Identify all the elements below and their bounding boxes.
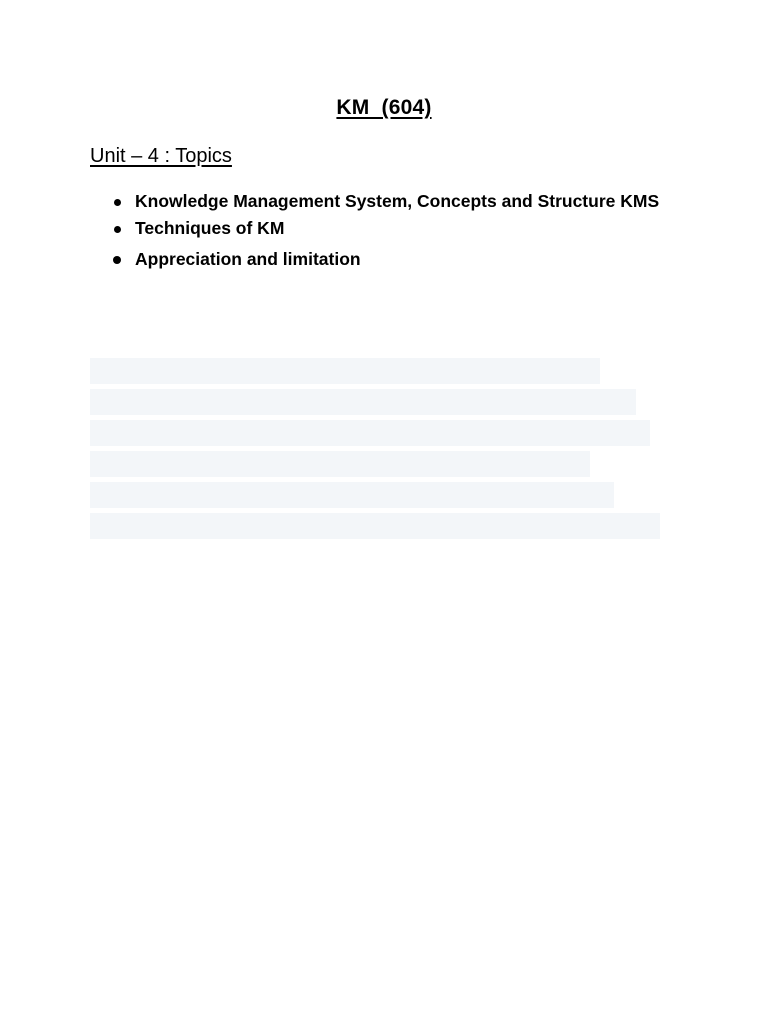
- bullet-icon: [114, 226, 121, 233]
- placeholder-line: [90, 420, 650, 446]
- placeholder-line: [90, 358, 600, 384]
- topic-list: [110, 188, 659, 273]
- placeholder-line: [90, 482, 614, 508]
- topic-label: Appreciation and limitation: [135, 249, 361, 269]
- placeholder-line: [90, 389, 636, 415]
- placeholder-line: [90, 513, 660, 539]
- placeholder-text-block: [90, 358, 660, 544]
- document-title: KM (604): [336, 96, 432, 119]
- placeholder-line: [90, 451, 590, 477]
- unit-heading: Unit – 4 : Topics: [90, 145, 232, 167]
- bullet-icon: [113, 256, 121, 264]
- topic-item: [110, 246, 659, 273]
- topic-item: [110, 215, 659, 242]
- bullet-icon: [114, 199, 121, 206]
- topic-item: [110, 188, 659, 215]
- topic-label: Knowledge Management System, Concepts and Structure KMS: [135, 191, 660, 211]
- topic-label: Techniques of KM: [135, 218, 285, 238]
